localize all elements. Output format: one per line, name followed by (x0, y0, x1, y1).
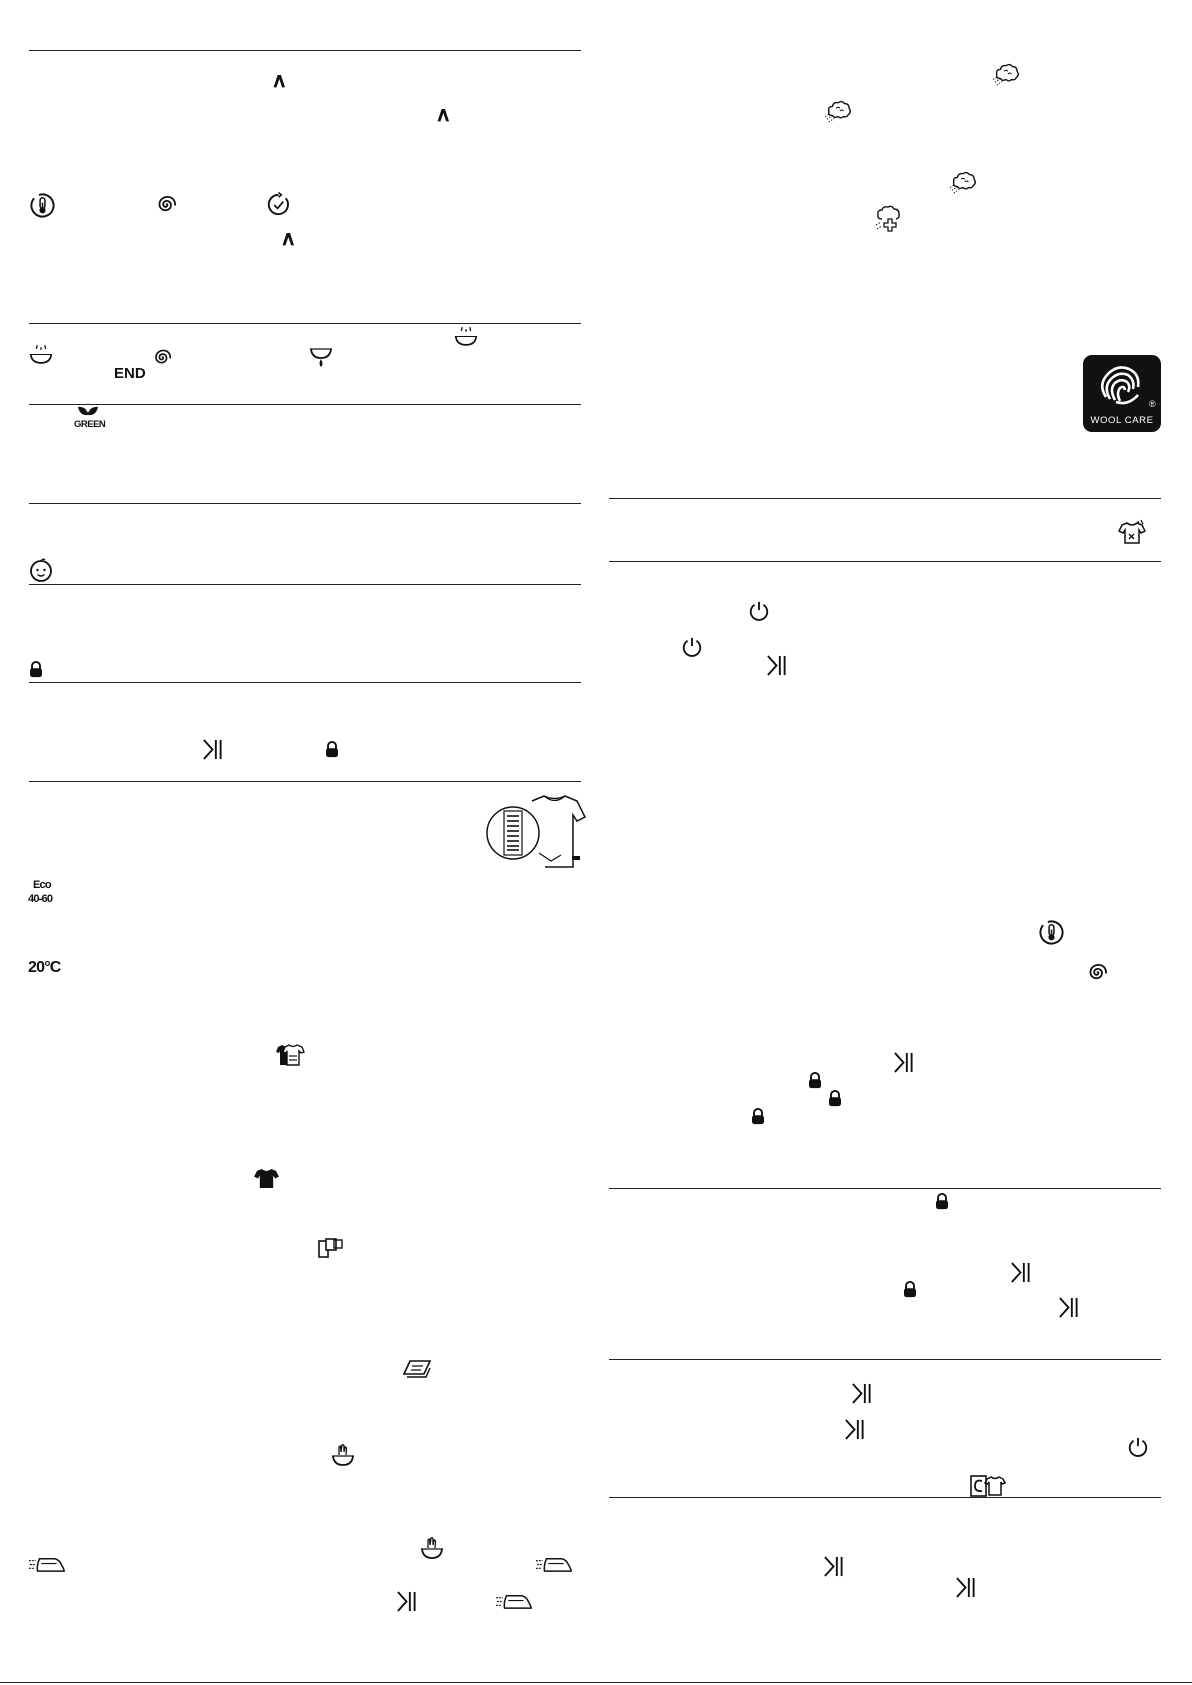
section-divider (29, 323, 581, 324)
caret-up-icon: ∧ (271, 70, 288, 92)
green-label: GREEN (74, 419, 106, 430)
section-divider (609, 1359, 1161, 1360)
drain-basin-icon (308, 345, 334, 371)
basin-drops-icon (453, 325, 479, 348)
steam-cloud-icon (823, 99, 853, 123)
padlock-icon (807, 1071, 823, 1090)
padlock-icon (28, 660, 44, 679)
shirt-icon (254, 1168, 279, 1189)
section-divider (29, 50, 581, 51)
wool-care-badge (1083, 355, 1161, 432)
padlock-icon (934, 1192, 950, 1211)
section-divider (29, 781, 581, 782)
start-pause-icon (844, 1418, 865, 1441)
section-divider (29, 682, 581, 683)
start-pause-icon (202, 738, 223, 761)
section-divider (609, 1188, 1161, 1189)
section-divider (29, 503, 581, 504)
clock-delay-icon (266, 192, 291, 217)
steam-plus-icon (874, 205, 902, 233)
steam-cloud-icon (991, 62, 1021, 86)
iron-icon (495, 1592, 535, 1611)
padlock-icon (827, 1089, 843, 1108)
iron-icon (28, 1555, 68, 1574)
thermometer-dial-icon (1038, 919, 1065, 946)
spiral-spin-icon (151, 346, 173, 368)
towels-icon (318, 1238, 344, 1258)
padlock-icon (324, 740, 340, 759)
start-pause-icon (823, 1555, 844, 1578)
section-divider (29, 404, 581, 405)
iron-icon (535, 1555, 575, 1574)
section-divider (609, 561, 1161, 562)
section-divider (609, 498, 1161, 499)
clean-shirt-icon (970, 1475, 1008, 1497)
padlock-icon (902, 1280, 918, 1299)
start-pause-icon (396, 1590, 417, 1613)
registered-mark: ® (1149, 399, 1156, 409)
basin-drops-icon (28, 343, 54, 366)
leaf-green-icon (77, 405, 99, 417)
wool-care-label: WOOL CARE (1090, 415, 1154, 426)
eco-range-label: 40-60 (28, 893, 53, 905)
start-pause-icon (766, 654, 787, 677)
start-pause-icon (1058, 1296, 1079, 1319)
shirts-stack-icon (276, 1044, 306, 1066)
steam-cloud-icon (948, 170, 978, 194)
start-pause-icon (955, 1576, 976, 1599)
twenty-degrees-label: 20°C (28, 959, 61, 976)
end-label: END (114, 365, 146, 382)
power-icon (1127, 1436, 1149, 1458)
start-pause-icon (1010, 1261, 1031, 1284)
section-divider (609, 1497, 1161, 1498)
start-pause-icon (893, 1051, 914, 1074)
spiral-spin-icon (154, 192, 178, 216)
shirt-stain-icon (1119, 519, 1145, 545)
page-bottom-rule (0, 1682, 1192, 1683)
padlock-icon (750, 1107, 766, 1126)
caret-up-icon: ∧ (435, 104, 452, 126)
handwash-icon (420, 1537, 444, 1561)
handwash-icon (331, 1444, 355, 1468)
power-icon (681, 636, 703, 658)
thermometer-dial-icon (29, 192, 56, 219)
care-label-shirt-icon (487, 793, 585, 871)
blanket-icon (402, 1358, 432, 1378)
eco-label: Eco (33, 879, 51, 891)
start-pause-icon (851, 1382, 872, 1405)
caret-up-icon: ∧ (280, 228, 297, 250)
section-divider (29, 584, 581, 585)
baby-face-icon (28, 557, 54, 583)
spiral-spin-icon (1085, 960, 1109, 984)
power-icon (748, 600, 770, 622)
